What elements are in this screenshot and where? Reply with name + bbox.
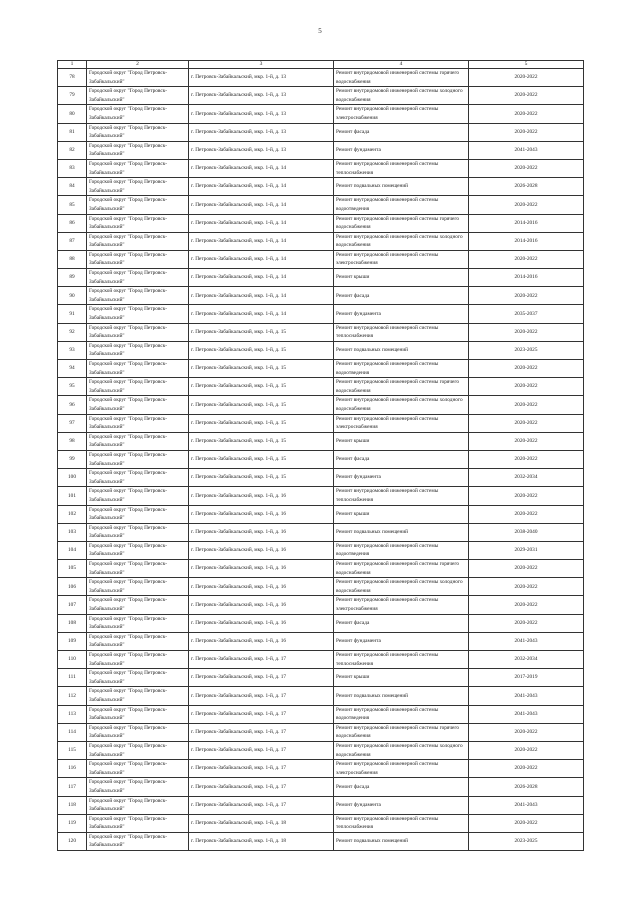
header-row (58, 61, 584, 69)
period-cell: 2041-2043 (469, 632, 584, 650)
row-number-cell: 87 (58, 232, 87, 250)
period-cell: 2020-2022 (469, 87, 584, 105)
row-number-cell: 100 (58, 469, 87, 487)
row-number-cell: 110 (58, 651, 87, 669)
work-type-cell: Ремонт внутридомовой инженерной системы теплоснабжения (334, 487, 469, 505)
row-number-cell: 118 (58, 796, 87, 814)
table-row (58, 760, 584, 778)
row-number-cell: 88 (58, 250, 87, 268)
address-cell: г. Петровск-Забайкальский, мкр. 1-й, д. 14 (189, 178, 334, 196)
municipality-cell: Городской округ "Город Петровск-Забайкальский" (87, 305, 189, 323)
period-cell: 2038-2040 (469, 523, 584, 541)
work-type-cell: Ремонт внутридомовой инженерной системы электроснабжения (334, 105, 469, 123)
period-cell: 2041-2043 (469, 705, 584, 723)
municipality-cell: Городской округ "Город Петровск-Забайкальский" (87, 632, 189, 650)
work-type-cell: Ремонт внутридомовой инженерной системы холодного водоснабжения (334, 578, 469, 596)
period-cell: 2020-2022 (469, 69, 584, 87)
work-type-cell: Ремонт внутридомовой инженерной системы горячего водоснабжения (334, 378, 469, 396)
municipality-cell: Городской округ "Город Петровск-Забайкальский" (87, 69, 189, 87)
row-number-cell: 81 (58, 123, 87, 141)
municipality-cell: Городской округ "Город Петровск-Забайкальский" (87, 760, 189, 778)
row-number-cell: 78 (58, 69, 87, 87)
row-number-cell: 107 (58, 596, 87, 614)
work-type-cell: Ремонт внутридомовой инженерной системы электроснабжения (334, 596, 469, 614)
address-cell: г. Петровск-Забайкальский, мкр. 1-й, д. 18 (189, 814, 334, 832)
municipality-cell: Городской округ "Город Петровск-Забайкальский" (87, 469, 189, 487)
row-number-cell: 93 (58, 341, 87, 359)
address-cell: г. Петровск-Забайкальский, мкр. 1-й, д. 16 (189, 632, 334, 650)
table-row (58, 159, 584, 177)
table-row (58, 469, 584, 487)
municipality-cell: Городской округ "Город Петровск-Забайкальский" (87, 87, 189, 105)
table-row (58, 687, 584, 705)
row-number-cell: 104 (58, 541, 87, 559)
work-type-cell: Ремонт фундамента (334, 796, 469, 814)
period-cell: 2020-2022 (469, 760, 584, 778)
address-cell: г. Петровск-Забайкальский, мкр. 1-й, д. 17 (189, 796, 334, 814)
row-number-cell: 84 (58, 178, 87, 196)
period-cell: 2020-2022 (469, 450, 584, 468)
address-cell: г. Петровск-Забайкальский, мкр. 1-й, д. 17 (189, 669, 334, 687)
row-number-cell: 113 (58, 705, 87, 723)
period-cell: 2020-2022 (469, 487, 584, 505)
row-number-cell: 95 (58, 378, 87, 396)
row-number-cell: 108 (58, 614, 87, 632)
address-cell: г. Петровск-Забайкальский, мкр. 1-й, д. 16 (189, 505, 334, 523)
table-row (58, 723, 584, 741)
row-number-cell: 86 (58, 214, 87, 232)
municipality-cell: Городской округ "Город Петровск-Забайкальский" (87, 705, 189, 723)
municipality-cell: Городской округ "Город Петровск-Забайкальский" (87, 541, 189, 559)
address-cell: г. Петровск-Забайкальский, мкр. 1-й, д. 17 (189, 741, 334, 759)
municipality-cell: Городской округ "Город Петровск-Забайкальский" (87, 287, 189, 305)
municipality-cell: Городской округ "Город Петровск-Забайкальский" (87, 159, 189, 177)
municipality-cell: Городской округ "Город Петровск-Забайкальский" (87, 250, 189, 268)
address-cell: г. Петровск-Забайкальский, мкр. 1-й, д. 14 (189, 269, 334, 287)
address-cell: г. Петровск-Забайкальский, мкр. 1-й, д. 15 (189, 432, 334, 450)
row-number-cell: 98 (58, 432, 87, 450)
table-body (58, 69, 584, 851)
period-cell: 2020-2022 (469, 578, 584, 596)
address-cell: г. Петровск-Забайкальский, мкр. 1-й, д. 13 (189, 123, 334, 141)
address-cell: г. Петровск-Забайкальский, мкр. 1-й, д. 15 (189, 323, 334, 341)
work-type-cell: Ремонт внутридомовой инженерной системы горячего водоснабжения (334, 214, 469, 232)
address-cell: г. Петровск-Забайкальский, мкр. 1-й, д. 17 (189, 760, 334, 778)
table-row (58, 178, 584, 196)
address-cell: г. Петровск-Забайкальский, мкр. 1-й, д. 18 (189, 832, 334, 850)
municipality-cell: Городской округ "Город Петровск-Забайкальский" (87, 396, 189, 414)
row-number-cell: 109 (58, 632, 87, 650)
work-type-cell: Ремонт подвальных помещений (334, 341, 469, 359)
municipality-cell: Городской округ "Город Петровск-Забайкальский" (87, 196, 189, 214)
period-cell: 2014-2016 (469, 214, 584, 232)
table-row (58, 69, 584, 87)
work-type-cell: Ремонт внутридомовой инженерной системы горячего водоснабжения (334, 723, 469, 741)
work-type-cell: Ремонт внутридомовой инженерной системы горячего водоснабжения (334, 560, 469, 578)
address-cell: г. Петровск-Забайкальский, мкр. 1-й, д. 17 (189, 687, 334, 705)
period-cell: 2020-2022 (469, 614, 584, 632)
table-row (58, 250, 584, 268)
table-row (58, 596, 584, 614)
address-cell: г. Петровск-Забайкальский, мкр. 1-й, д. 16 (189, 523, 334, 541)
row-number-cell: 116 (58, 760, 87, 778)
work-type-cell: Ремонт внутридомовой инженерной системы холодного водоснабжения (334, 232, 469, 250)
period-cell: 2020-2022 (469, 123, 584, 141)
municipality-cell: Городской округ "Город Петровск-Забайкальский" (87, 450, 189, 468)
work-type-cell: Ремонт фундамента (334, 141, 469, 159)
table-row (58, 323, 584, 341)
period-cell: 2020-2022 (469, 250, 584, 268)
work-type-cell: Ремонт внутридомовой инженерной системы электроснабжения (334, 250, 469, 268)
address-cell: г. Петровск-Забайкальский, мкр. 1-й, д. 13 (189, 87, 334, 105)
municipality-cell: Городской округ "Город Петровск-Забайкальский" (87, 323, 189, 341)
row-number-cell: 119 (58, 814, 87, 832)
work-type-cell: Ремонт подвальных помещений (334, 832, 469, 850)
municipality-cell: Городской округ "Город Петровск-Забайкальский" (87, 505, 189, 523)
address-cell: г. Петровск-Забайкальский, мкр. 1-й, д. 17 (189, 705, 334, 723)
row-number-cell: 89 (58, 269, 87, 287)
row-number-cell: 99 (58, 450, 87, 468)
work-type-cell: Ремонт внутридомовой инженерной системы водоотведения (334, 360, 469, 378)
table-row (58, 287, 584, 305)
row-number-cell: 85 (58, 196, 87, 214)
table-row (58, 832, 584, 850)
period-cell: 2020-2022 (469, 105, 584, 123)
table-row (58, 560, 584, 578)
row-number-cell: 111 (58, 669, 87, 687)
table-row (58, 741, 584, 759)
municipality-cell: Городской округ "Город Петровск-Забайкальский" (87, 341, 189, 359)
municipality-cell: Городской округ "Город Петровск-Забайкальский" (87, 614, 189, 632)
period-cell: 2020-2022 (469, 287, 584, 305)
row-number-cell: 90 (58, 287, 87, 305)
address-cell: г. Петровск-Забайкальский, мкр. 1-й, д. 14 (189, 232, 334, 250)
address-cell: г. Петровск-Забайкальский, мкр. 1-й, д. 17 (189, 778, 334, 796)
municipality-cell: Городской округ "Город Петровск-Забайкальский" (87, 651, 189, 669)
period-cell: 2014-2016 (469, 232, 584, 250)
row-number-cell: 117 (58, 778, 87, 796)
address-cell: г. Петровск-Забайкальский, мкр. 1-й, д. 15 (189, 378, 334, 396)
municipality-cell: Городской округ "Город Петровск-Забайкальский" (87, 378, 189, 396)
address-cell: г. Петровск-Забайкальский, мкр. 1-й, д. 15 (189, 469, 334, 487)
work-type-cell: Ремонт крыши (334, 432, 469, 450)
period-cell: 2020-2022 (469, 378, 584, 396)
work-type-cell: Ремонт внутридомовой инженерной системы электроснабжения (334, 760, 469, 778)
municipality-cell: Городской округ "Город Петровск-Забайкальский" (87, 778, 189, 796)
row-number-cell: 82 (58, 141, 87, 159)
table-row (58, 669, 584, 687)
municipality-cell: Городской округ "Город Петровск-Забайкальский" (87, 523, 189, 541)
table-row (58, 487, 584, 505)
row-number-cell: 92 (58, 323, 87, 341)
period-cell: 2020-2022 (469, 323, 584, 341)
row-number-cell: 114 (58, 723, 87, 741)
table-row (58, 196, 584, 214)
work-type-cell: Ремонт крыши (334, 669, 469, 687)
address-cell: г. Петровск-Забайкальский, мкр. 1-й, д. 15 (189, 450, 334, 468)
column-header-work-type: 4 (334, 61, 469, 69)
work-type-cell: Ремонт внутридомовой инженерной системы теплоснабжения (334, 159, 469, 177)
work-type-cell: Ремонт внутридомовой инженерной системы теплоснабжения (334, 323, 469, 341)
row-number-cell: 102 (58, 505, 87, 523)
address-cell: г. Петровск-Забайкальский, мкр. 1-й, д. 17 (189, 723, 334, 741)
work-type-cell: Ремонт внутридомовой инженерной системы холодного водоснабжения (334, 396, 469, 414)
period-cell: 2020-2022 (469, 159, 584, 177)
period-cell: 2020-2022 (469, 414, 584, 432)
work-type-cell: Ремонт внутридомовой инженерной системы холодного водоснабжения (334, 741, 469, 759)
row-number-cell: 91 (58, 305, 87, 323)
page-number: 5 (318, 27, 322, 35)
table-row (58, 505, 584, 523)
work-type-cell: Ремонт внутридомовой инженерной системы водоотведения (334, 541, 469, 559)
table-row (58, 796, 584, 814)
table-row (58, 305, 584, 323)
period-cell: 2020-2022 (469, 596, 584, 614)
table-row (58, 414, 584, 432)
work-type-cell: Ремонт внутридомовой инженерной системы водоотведения (334, 196, 469, 214)
municipality-cell: Городской округ "Город Петровск-Забайкальский" (87, 414, 189, 432)
period-cell: 2026-2028 (469, 778, 584, 796)
address-cell: г. Петровск-Забайкальский, мкр. 1-й, д. 14 (189, 214, 334, 232)
address-cell: г. Петровск-Забайкальский, мкр. 1-й, д. 16 (189, 614, 334, 632)
column-header-period: 5 (469, 61, 584, 69)
row-number-cell: 96 (58, 396, 87, 414)
address-cell: г. Петровск-Забайкальский, мкр. 1-й, д. 14 (189, 287, 334, 305)
row-number-cell: 103 (58, 523, 87, 541)
period-cell: 2020-2022 (469, 196, 584, 214)
work-type-cell: Ремонт фасада (334, 614, 469, 632)
address-cell: г. Петровск-Забайкальский, мкр. 1-й, д. 15 (189, 341, 334, 359)
table-row (58, 269, 584, 287)
municipality-cell: Городской округ "Город Петровск-Забайкальский" (87, 723, 189, 741)
address-cell: г. Петровск-Забайкальский, мкр. 1-й, д. 16 (189, 487, 334, 505)
work-type-cell: Ремонт внутридомовой инженерной системы теплоснабжения (334, 651, 469, 669)
table-header (58, 61, 584, 69)
row-number-cell: 120 (58, 832, 87, 850)
work-type-cell: Ремонт внутридомовой инженерной системы электроснабжения (334, 414, 469, 432)
address-cell: г. Петровск-Забайкальский, мкр. 1-й, д. 13 (189, 105, 334, 123)
table-row (58, 214, 584, 232)
work-type-cell: Ремонт фасада (334, 778, 469, 796)
period-cell: 2020-2022 (469, 560, 584, 578)
municipality-cell: Городской округ "Город Петровск-Забайкальский" (87, 596, 189, 614)
address-cell: г. Петровск-Забайкальский, мкр. 1-й, д. 15 (189, 396, 334, 414)
table-row (58, 578, 584, 596)
period-cell: 2032-2034 (469, 469, 584, 487)
period-cell: 2020-2022 (469, 360, 584, 378)
row-number-cell: 83 (58, 159, 87, 177)
work-type-cell: Ремонт крыши (334, 505, 469, 523)
period-cell: 2020-2022 (469, 814, 584, 832)
period-cell: 2020-2022 (469, 741, 584, 759)
column-header-municipality: 2 (87, 61, 189, 69)
period-cell: 2017-2019 (469, 669, 584, 687)
municipality-cell: Городской округ "Город Петровск-Забайкальский" (87, 796, 189, 814)
table-row (58, 341, 584, 359)
municipality-cell: Городской округ "Город Петровск-Забайкальский" (87, 232, 189, 250)
row-number-cell: 94 (58, 360, 87, 378)
municipality-cell: Городской округ "Город Петровск-Забайкальский" (87, 141, 189, 159)
municipality-cell: Городской округ "Город Петровск-Забайкальский" (87, 178, 189, 196)
row-number-cell: 80 (58, 105, 87, 123)
table-row (58, 523, 584, 541)
period-cell: 2041-2043 (469, 796, 584, 814)
work-type-cell: Ремонт подвальных помещений (334, 178, 469, 196)
table-row (58, 632, 584, 650)
municipality-cell: Городской округ "Город Петровск-Забайкальский" (87, 578, 189, 596)
table-row (58, 705, 584, 723)
period-cell: 2020-2022 (469, 723, 584, 741)
period-cell: 2029-2031 (469, 541, 584, 559)
period-cell: 2041-2043 (469, 687, 584, 705)
column-header-number: 1 (58, 61, 87, 69)
table-row (58, 814, 584, 832)
address-cell: г. Петровск-Забайкальский, мкр. 1-й, д. 15 (189, 414, 334, 432)
table-row (58, 396, 584, 414)
work-type-cell: Ремонт подвальных помещений (334, 687, 469, 705)
row-number-cell: 79 (58, 87, 87, 105)
table-row (58, 232, 584, 250)
municipality-cell: Городской округ "Город Петровск-Забайкальский" (87, 214, 189, 232)
work-type-cell: Ремонт внутридомовой инженерной системы теплоснабжения (334, 814, 469, 832)
municipality-cell: Городской округ "Город Петровск-Забайкальский" (87, 269, 189, 287)
period-cell: 2020-2022 (469, 432, 584, 450)
period-cell: 2026-2028 (469, 178, 584, 196)
municipality-cell: Городской округ "Город Петровск-Забайкальский" (87, 360, 189, 378)
period-cell: 2023-2025 (469, 341, 584, 359)
table-row (58, 450, 584, 468)
row-number-cell: 97 (58, 414, 87, 432)
municipality-cell: Городской округ "Город Петровск-Забайкальский" (87, 560, 189, 578)
municipality-cell: Городской округ "Город Петровск-Забайкальский" (87, 669, 189, 687)
address-cell: г. Петровск-Забайкальский, мкр. 1-й, д. 14 (189, 159, 334, 177)
work-type-cell: Ремонт фасада (334, 123, 469, 141)
work-type-cell: Ремонт фундамента (334, 632, 469, 650)
address-cell: г. Петровск-Забайкальский, мкр. 1-й, д. 16 (189, 578, 334, 596)
address-cell: г. Петровск-Забайкальский, мкр. 1-й, д. 16 (189, 560, 334, 578)
work-type-cell: Ремонт фасада (334, 287, 469, 305)
address-cell: г. Петровск-Забайкальский, мкр. 1-й, д. 16 (189, 596, 334, 614)
table-row (58, 105, 584, 123)
repair-schedule-table (57, 60, 584, 851)
period-cell: 2020-2022 (469, 396, 584, 414)
period-cell: 2023-2025 (469, 832, 584, 850)
period-cell: 2041-2043 (469, 141, 584, 159)
work-type-cell: Ремонт фасада (334, 450, 469, 468)
table-row (58, 141, 584, 159)
municipality-cell: Городской округ "Город Петровск-Забайкальский" (87, 832, 189, 850)
work-type-cell: Ремонт внутридомовой инженерной системы горячего водоснабжения (334, 69, 469, 87)
table-row (58, 378, 584, 396)
row-number-cell: 101 (58, 487, 87, 505)
period-cell: 2014-2016 (469, 269, 584, 287)
row-number-cell: 115 (58, 741, 87, 759)
address-cell: г. Петровск-Забайкальский, мкр. 1-й, д. 13 (189, 69, 334, 87)
municipality-cell: Городской округ "Город Петровск-Забайкальский" (87, 105, 189, 123)
period-cell: 2032-2034 (469, 651, 584, 669)
municipality-cell: Городской округ "Город Петровск-Забайкальский" (87, 487, 189, 505)
table-row (58, 778, 584, 796)
row-number-cell: 105 (58, 560, 87, 578)
municipality-cell: Городской округ "Город Петровск-Забайкальский" (87, 432, 189, 450)
address-cell: г. Петровск-Забайкальский, мкр. 1-й, д. 14 (189, 305, 334, 323)
work-type-cell: Ремонт фундамента (334, 305, 469, 323)
address-cell: г. Петровск-Забайкальский, мкр. 1-й, д. 14 (189, 196, 334, 214)
column-header-address: 3 (189, 61, 334, 69)
work-type-cell: Ремонт внутридомовой инженерной системы холодного водоснабжения (334, 87, 469, 105)
work-type-cell: Ремонт внутридомовой инженерной системы водоотведения (334, 705, 469, 723)
address-cell: г. Петровск-Забайкальский, мкр. 1-й, д. 14 (189, 250, 334, 268)
table-row (58, 651, 584, 669)
period-cell: 2020-2022 (469, 505, 584, 523)
table-row (58, 541, 584, 559)
address-cell: г. Петровск-Забайкальский, мкр. 1-й, д. 15 (189, 360, 334, 378)
table-row (58, 614, 584, 632)
address-cell: г. Петровск-Забайкальский, мкр. 1-й, д. 17 (189, 651, 334, 669)
address-cell: г. Петровск-Забайкальский, мкр. 1-й, д. 13 (189, 141, 334, 159)
table-row (58, 123, 584, 141)
work-type-cell: Ремонт крыши (334, 269, 469, 287)
municipality-cell: Городской округ "Город Петровск-Забайкальский" (87, 814, 189, 832)
table-row (58, 360, 584, 378)
row-number-cell: 106 (58, 578, 87, 596)
work-type-cell: Ремонт фундамента (334, 469, 469, 487)
address-cell: г. Петровск-Забайкальский, мкр. 1-й, д. 16 (189, 541, 334, 559)
row-number-cell: 112 (58, 687, 87, 705)
work-type-cell: Ремонт подвальных помещений (334, 523, 469, 541)
period-cell: 2035-2037 (469, 305, 584, 323)
table-row (58, 87, 584, 105)
municipality-cell: Городской округ "Город Петровск-Забайкальский" (87, 123, 189, 141)
municipality-cell: Городской округ "Город Петровск-Забайкальский" (87, 741, 189, 759)
table-row (58, 432, 584, 450)
municipality-cell: Городской округ "Город Петровск-Забайкальский" (87, 687, 189, 705)
